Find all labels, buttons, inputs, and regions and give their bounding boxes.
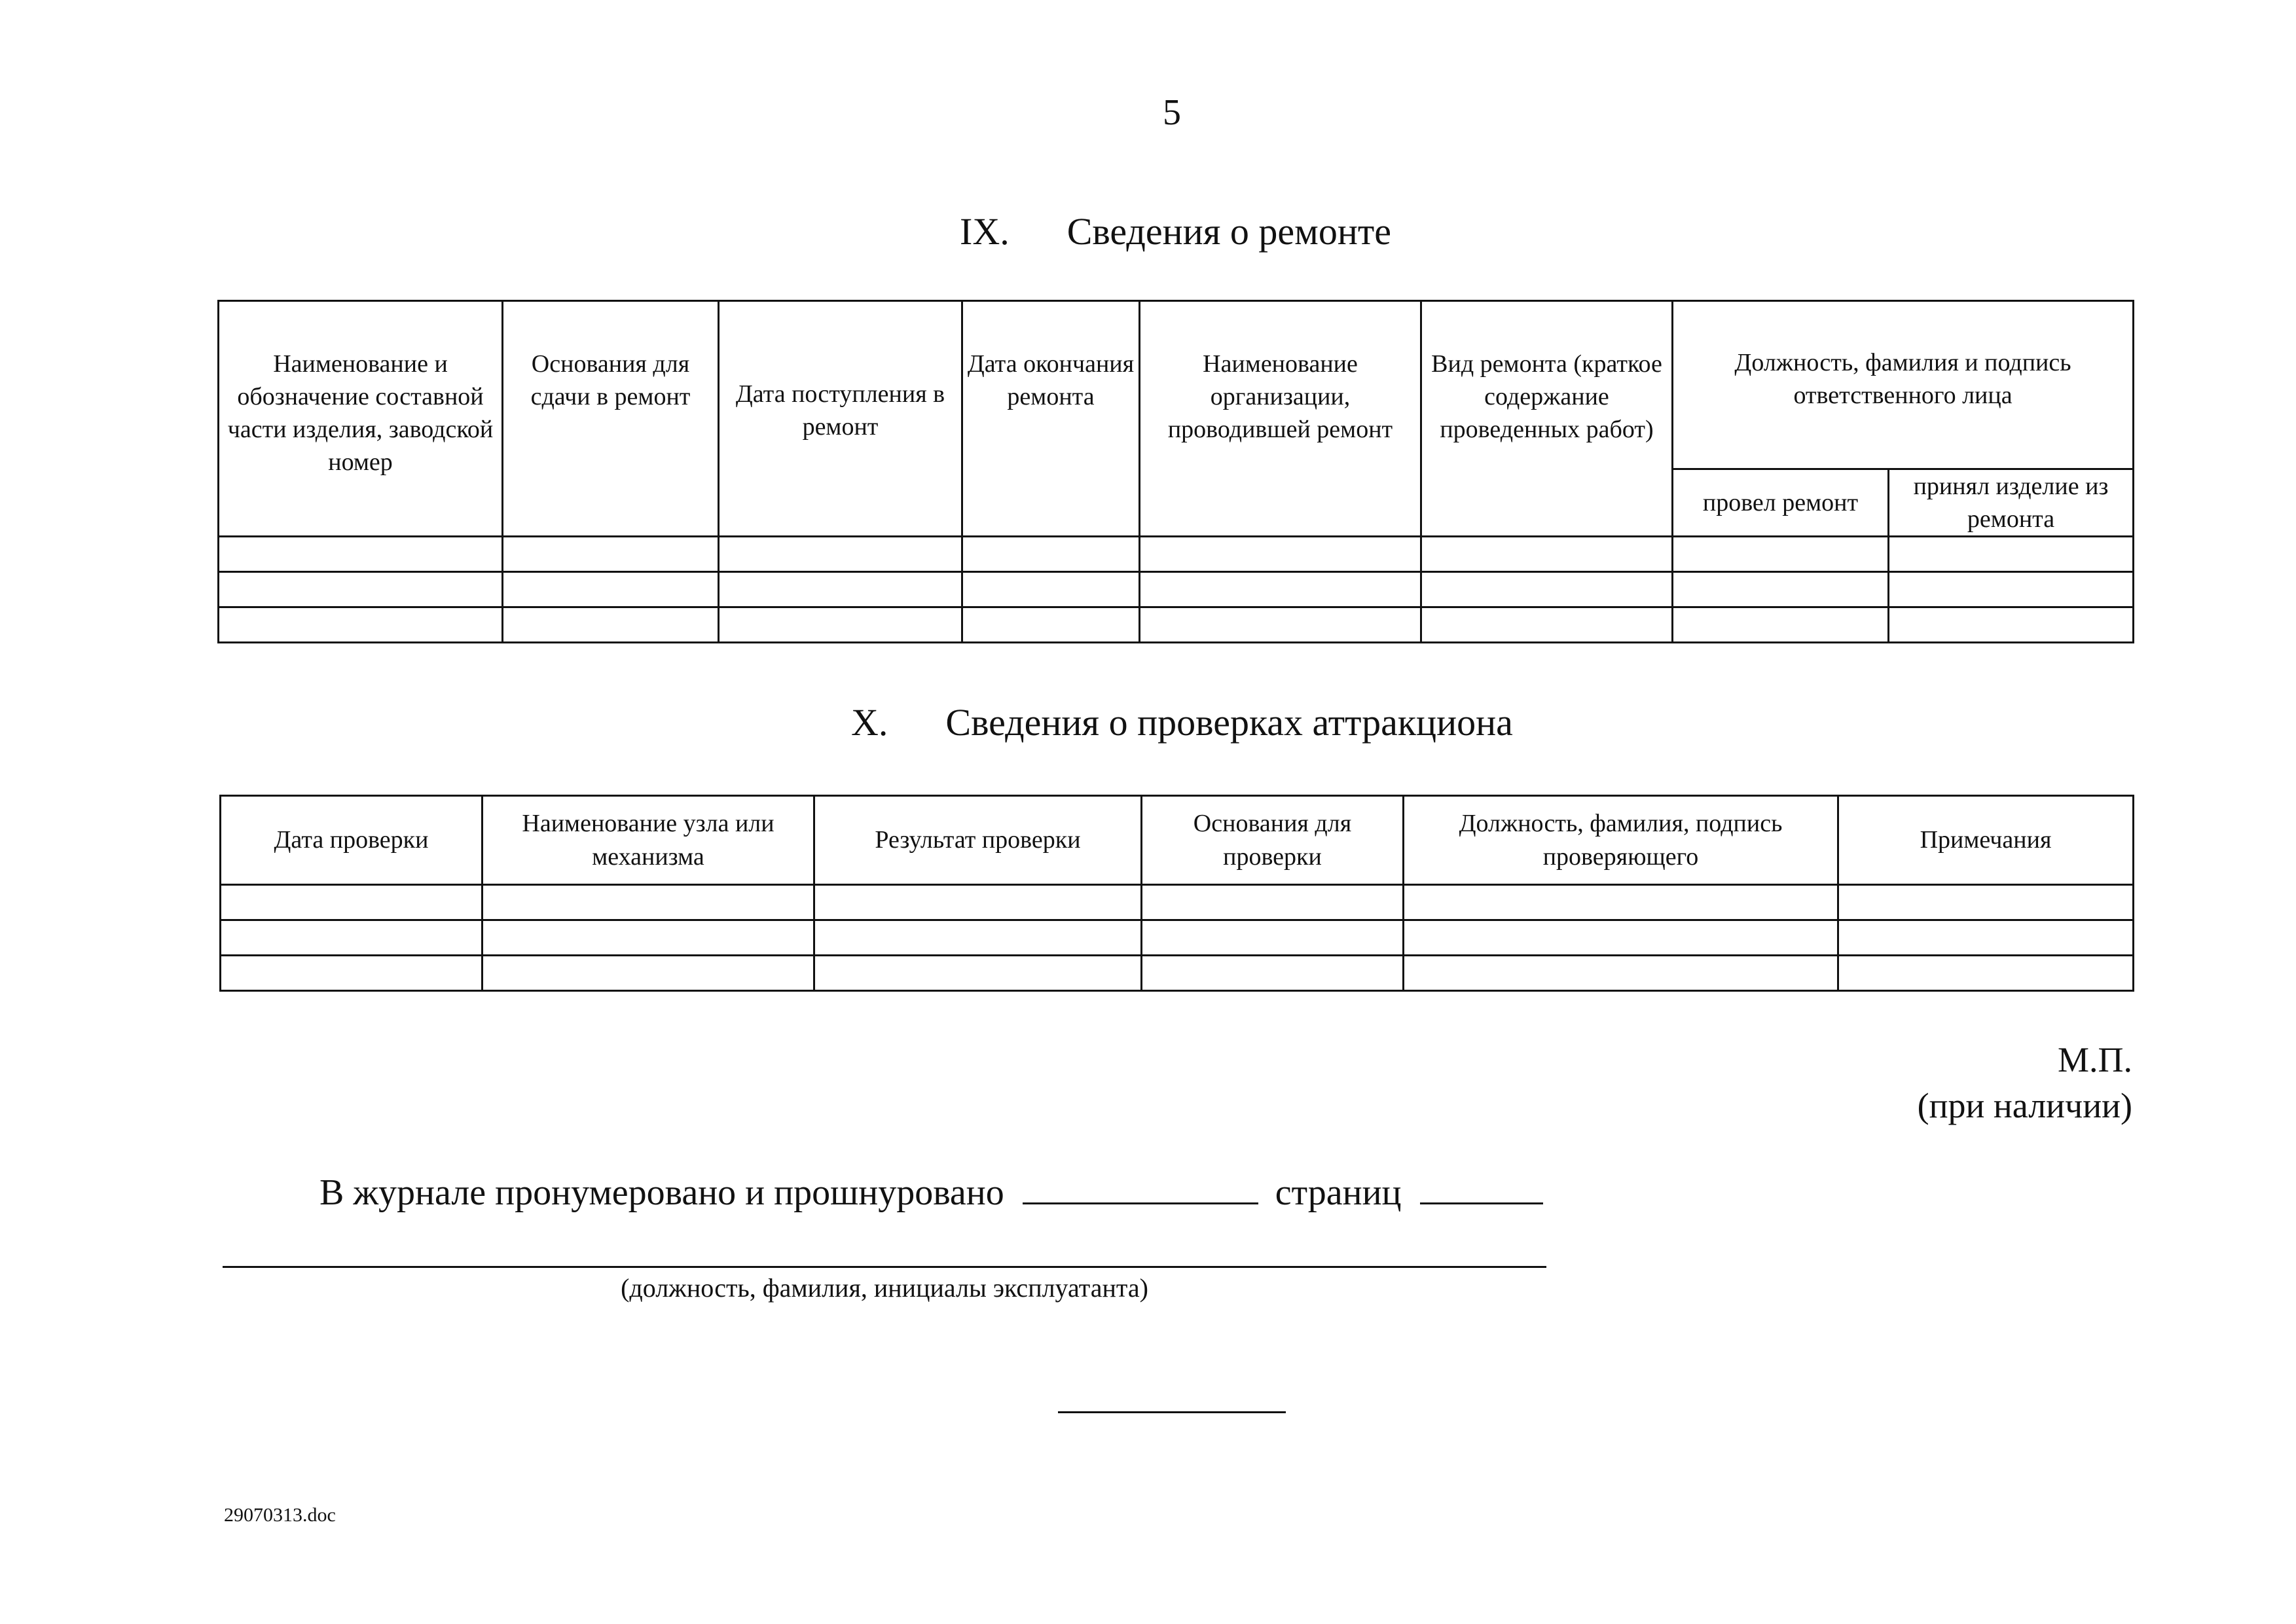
inspection-col-result: Результат проверки: [814, 796, 1142, 885]
pages-word-blank[interactable]: [1420, 1202, 1543, 1204]
section-x-heading: Сведения о проверках аттракциона: [945, 701, 1513, 744]
table-row: [221, 885, 2134, 920]
repair-subcol-accepted: принял изделие из ремонта: [1889, 469, 2134, 537]
inspection-col-date: Дата проверки: [221, 796, 483, 885]
repair-subcol-performed: провел ремонт: [1673, 469, 1889, 537]
journal-text-before: В журнале пронумеровано и прошнуровано: [319, 1172, 1004, 1213]
repair-col-responsible: Должность, фамилия и подпись ответственного лица: [1673, 301, 2134, 469]
inspection-col-notes: Примечания: [1838, 796, 2134, 885]
section-ix-number: IX.: [960, 210, 1010, 253]
section-ix-title: [960, 209, 1391, 253]
page-number: 5: [1163, 92, 1181, 133]
journal-statement: [319, 1172, 1543, 1214]
repair-col-finish-date: Дата окончания ремонта: [962, 301, 1140, 537]
repair-col-component: Наименование и обозначение составной части изделия, заводской номер: [219, 301, 503, 537]
repair-col-repair-type: Вид ремонта (краткое содержание проведенных работ): [1421, 301, 1673, 537]
short-signature-line[interactable]: [1058, 1411, 1286, 1413]
file-name: 29070313.doc: [224, 1504, 336, 1526]
repair-col-reason: Основания для сдачи в ремонт: [503, 301, 719, 537]
repair-col-received-date: Дата поступления в ремонт: [719, 301, 962, 537]
section-ix-heading: Сведения о ремонте: [1066, 210, 1391, 253]
stamp-note: [1805, 1037, 2132, 1128]
stamp-condition: (при наличии): [1917, 1086, 2132, 1126]
section-x-title: [851, 700, 1513, 744]
journal-text-after: страниц: [1275, 1172, 1402, 1213]
table-row: [221, 920, 2134, 956]
inspection-col-inspector: Должность, фамилия, подпись проверяющего: [1404, 796, 1838, 885]
inspection-col-unit: Наименование узла или механизма: [483, 796, 814, 885]
pages-count-blank[interactable]: [1023, 1202, 1258, 1204]
inspection-table: [219, 795, 2134, 992]
signature-line[interactable]: [223, 1266, 1546, 1268]
section-x-number: X.: [851, 701, 888, 744]
table-row: [221, 956, 2134, 991]
table-row: [219, 537, 2134, 572]
signature-caption: (должность, фамилия, инициалы эксплуатанта): [621, 1273, 1148, 1303]
table-row: [219, 572, 2134, 607]
stamp-label: М.П.: [2057, 1040, 2132, 1079]
table-row: [219, 607, 2134, 643]
repair-table: [217, 300, 2134, 643]
repair-col-organization: Наименование организации, проводившей ремонт: [1140, 301, 1421, 537]
inspection-col-reason: Основания для проверки: [1142, 796, 1404, 885]
